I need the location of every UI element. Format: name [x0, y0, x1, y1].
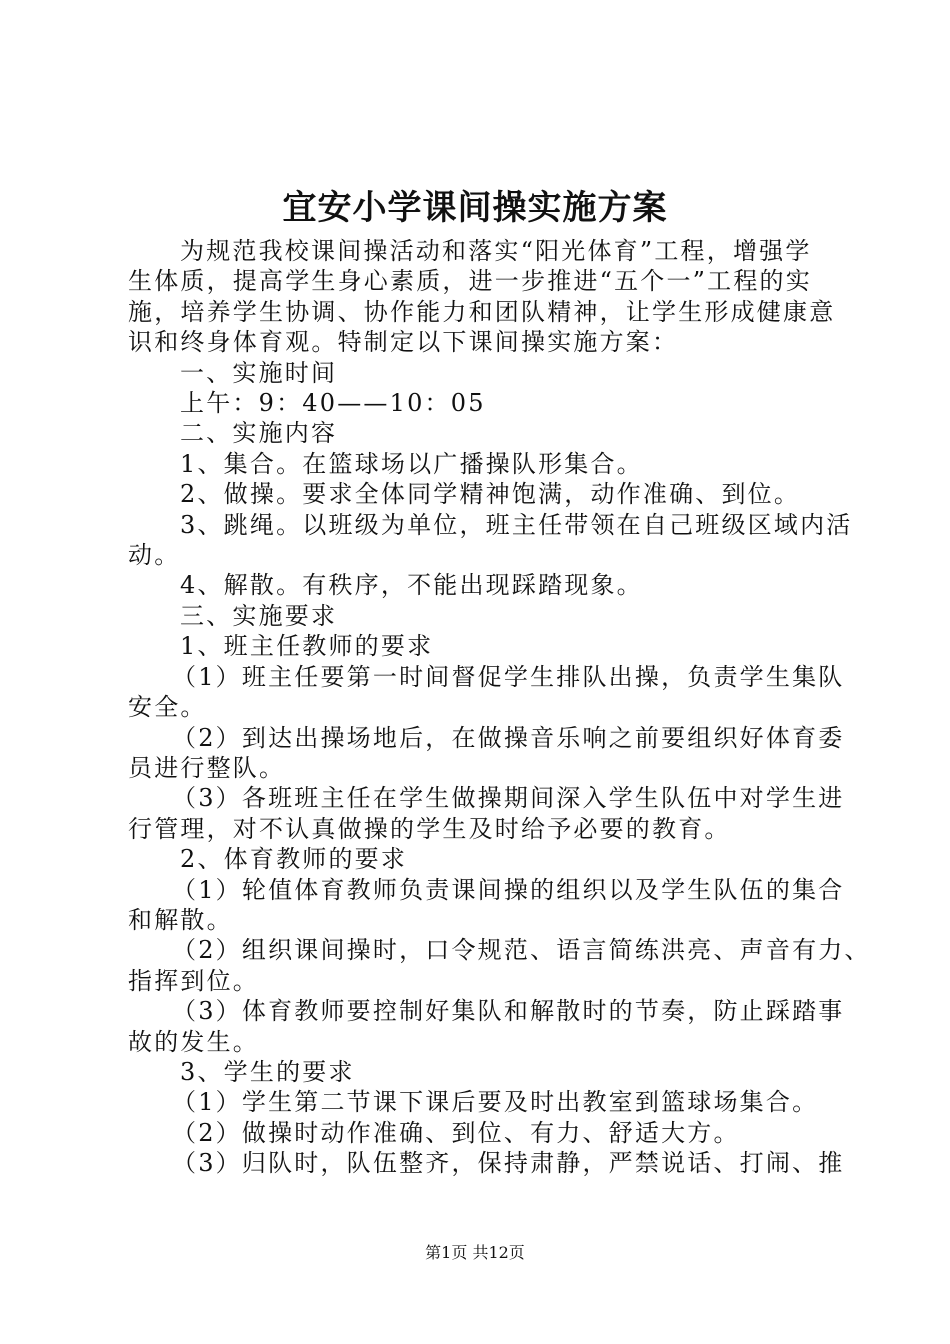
- page-footer: 第1页 共12页: [425, 1243, 525, 1262]
- body-line: 2、体育教师的要求: [180, 845, 408, 874]
- body-line: 员进行整队。: [128, 753, 286, 782]
- body-line: 一、实施时间: [180, 358, 338, 387]
- body-line: 为规范我校课间操活动和落实“阳光体育”工程，增强学: [180, 237, 812, 265]
- body-line: 2、做操。要求全体同学精神饱满，动作准确、到位。: [180, 480, 801, 509]
- body-line: 和解散。: [128, 905, 233, 934]
- body-line: 识和终身体育观。特制定以下课间操实施方案：: [128, 328, 679, 357]
- body-line: 施，培养学生协调、协作能力和团队精神，让学生形成健康意: [128, 297, 836, 326]
- body-line: （3）各班班主任在学生做操期间深入学生队伍中对学生进: [172, 784, 845, 813]
- body-line: 三、实施要求: [180, 601, 338, 630]
- body-line: （2）组织课间操时，口令规范、语言简练洪亮、声音有力、: [172, 936, 871, 965]
- document-title: 宜安小学课间操实施方案: [282, 188, 668, 228]
- body-line: 3、跳绳。以班级为单位，班主任带领在自己班级区域内活: [180, 510, 853, 539]
- body-line: 动。: [128, 541, 181, 570]
- body-line: 1、集合。在篮球场以广播操队形集合。: [180, 449, 643, 478]
- body-line: 安全。: [128, 693, 207, 722]
- body-line: （2）做操时动作准确、到位、有力、舒适大方。: [172, 1118, 740, 1147]
- body-line: （3）体育教师要控制好集队和解散时的节奏，防止踩踏事: [172, 997, 845, 1026]
- body-line: 行管理，对不认真做操的学生及时给予必要的教育。: [128, 814, 731, 843]
- body-line: 故的发生。: [128, 1027, 259, 1056]
- body-line: （1）学生第二节课下课后要及时出教室到篮球场集合。: [172, 1088, 819, 1117]
- body-line: 4、解散。有秩序，不能出现踩踏现象。: [180, 571, 643, 600]
- body-line: 上午：9：40——10：05: [180, 389, 486, 418]
- body-line: 指挥到位。: [128, 966, 259, 995]
- body-line: （3）归队时，队伍整齐，保持肃静，严禁说话、打闹、推: [172, 1149, 845, 1178]
- body-line: 二、实施内容: [180, 419, 338, 448]
- body-line: 1、班主任教师的要求: [180, 632, 434, 661]
- document-body: [128, 236, 871, 1179]
- body-line: （1）班主任要第一时间督促学生排队出操，负责学生集队: [172, 662, 845, 691]
- body-line: 3、学生的要求: [180, 1057, 355, 1086]
- body-line: 生体质，提高学生身心素质，进一步推进“五个一”工程的实: [128, 267, 812, 296]
- body-line: （2）到达出操场地后，在做操音乐响之前要组织好体育委: [172, 723, 845, 752]
- body-line: （1）轮值体育教师负责课间操的组织以及学生队伍的集合: [172, 875, 845, 904]
